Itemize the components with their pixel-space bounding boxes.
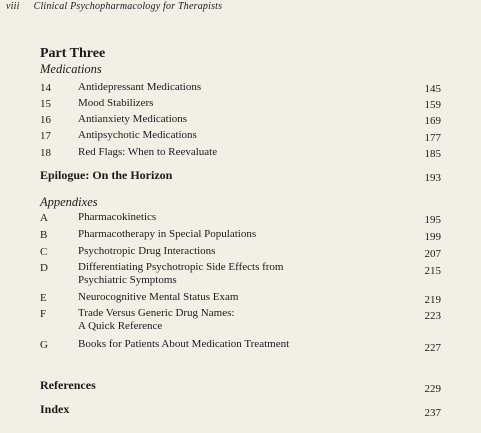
chapter-page: 145 bbox=[424, 83, 441, 95]
book-title: Clinical Psychopharmacology for Therapists bbox=[33, 1, 223, 12]
references-page: 229 bbox=[424, 383, 441, 395]
appendix-title: Neurocognitive Mental Status Exam bbox=[78, 291, 239, 303]
chapter-title: Antianxiety Medications bbox=[78, 113, 188, 125]
appendix-letter: G bbox=[40, 339, 48, 351]
appendix-letter: C bbox=[40, 246, 48, 258]
chapter-page: 159 bbox=[424, 99, 441, 111]
chapter-title: Red Flags: When to Reevaluate bbox=[78, 146, 218, 158]
appendix-page: 215 bbox=[424, 265, 441, 277]
epilogue-page: 193 bbox=[424, 172, 441, 184]
chapter-page: 177 bbox=[424, 132, 441, 144]
chapter-title: Antidepressant Medications bbox=[78, 81, 202, 93]
appendix-letter: E bbox=[40, 292, 47, 304]
chapter-number: 17 bbox=[40, 130, 51, 142]
chapter-page: 169 bbox=[424, 115, 441, 127]
part-title: Part Three bbox=[40, 46, 106, 61]
appendix-page: 223 bbox=[424, 310, 441, 322]
appendix-page: 219 bbox=[424, 294, 441, 306]
index-page: 237 bbox=[424, 407, 441, 419]
appendix-letter: F bbox=[40, 308, 47, 320]
epilogue-title: Epilogue: On the Horizon bbox=[40, 168, 173, 182]
part-subtitle: Medications bbox=[40, 62, 102, 76]
chapter-page: 185 bbox=[424, 148, 441, 160]
index-title: Index bbox=[40, 402, 70, 416]
appendix-title: Trade Versus Generic Drug Names: bbox=[78, 307, 235, 319]
appendix-page: 199 bbox=[424, 231, 441, 243]
chapter-number: 15 bbox=[40, 98, 51, 110]
page-folio: viii bbox=[6, 1, 20, 12]
appendix-letter: B bbox=[40, 229, 48, 241]
appendix-title-continued: Psychiatric Symptoms bbox=[78, 274, 177, 286]
appendixes-heading: Appendixes bbox=[40, 195, 98, 209]
appendix-page: 195 bbox=[424, 214, 441, 226]
references-title: References bbox=[40, 378, 96, 392]
chapter-number: 16 bbox=[40, 114, 51, 126]
appendix-title: Pharmacokinetics bbox=[78, 211, 157, 223]
chapter-title: Antipsychotic Medications bbox=[78, 129, 197, 141]
appendix-title-continued: A Quick Reference bbox=[78, 320, 163, 332]
appendix-title: Differentiating Psychotropic Side Effects from bbox=[78, 261, 284, 273]
chapter-number: 18 bbox=[40, 147, 51, 159]
appendix-letter: D bbox=[40, 262, 48, 274]
appendix-title: Books for Patients About Medication Treatment bbox=[78, 338, 290, 350]
appendix-title: Psychotropic Drug Interactions bbox=[78, 245, 216, 257]
running-head bbox=[6, 1, 222, 12]
appendix-letter: A bbox=[40, 212, 48, 224]
appendix-page: 227 bbox=[424, 342, 441, 354]
chapter-title: Mood Stabilizers bbox=[78, 97, 154, 109]
appendix-page: 207 bbox=[424, 248, 441, 260]
chapter-number: 14 bbox=[40, 82, 51, 94]
appendix-title: Pharmacotherapy in Special Populations bbox=[78, 228, 257, 240]
